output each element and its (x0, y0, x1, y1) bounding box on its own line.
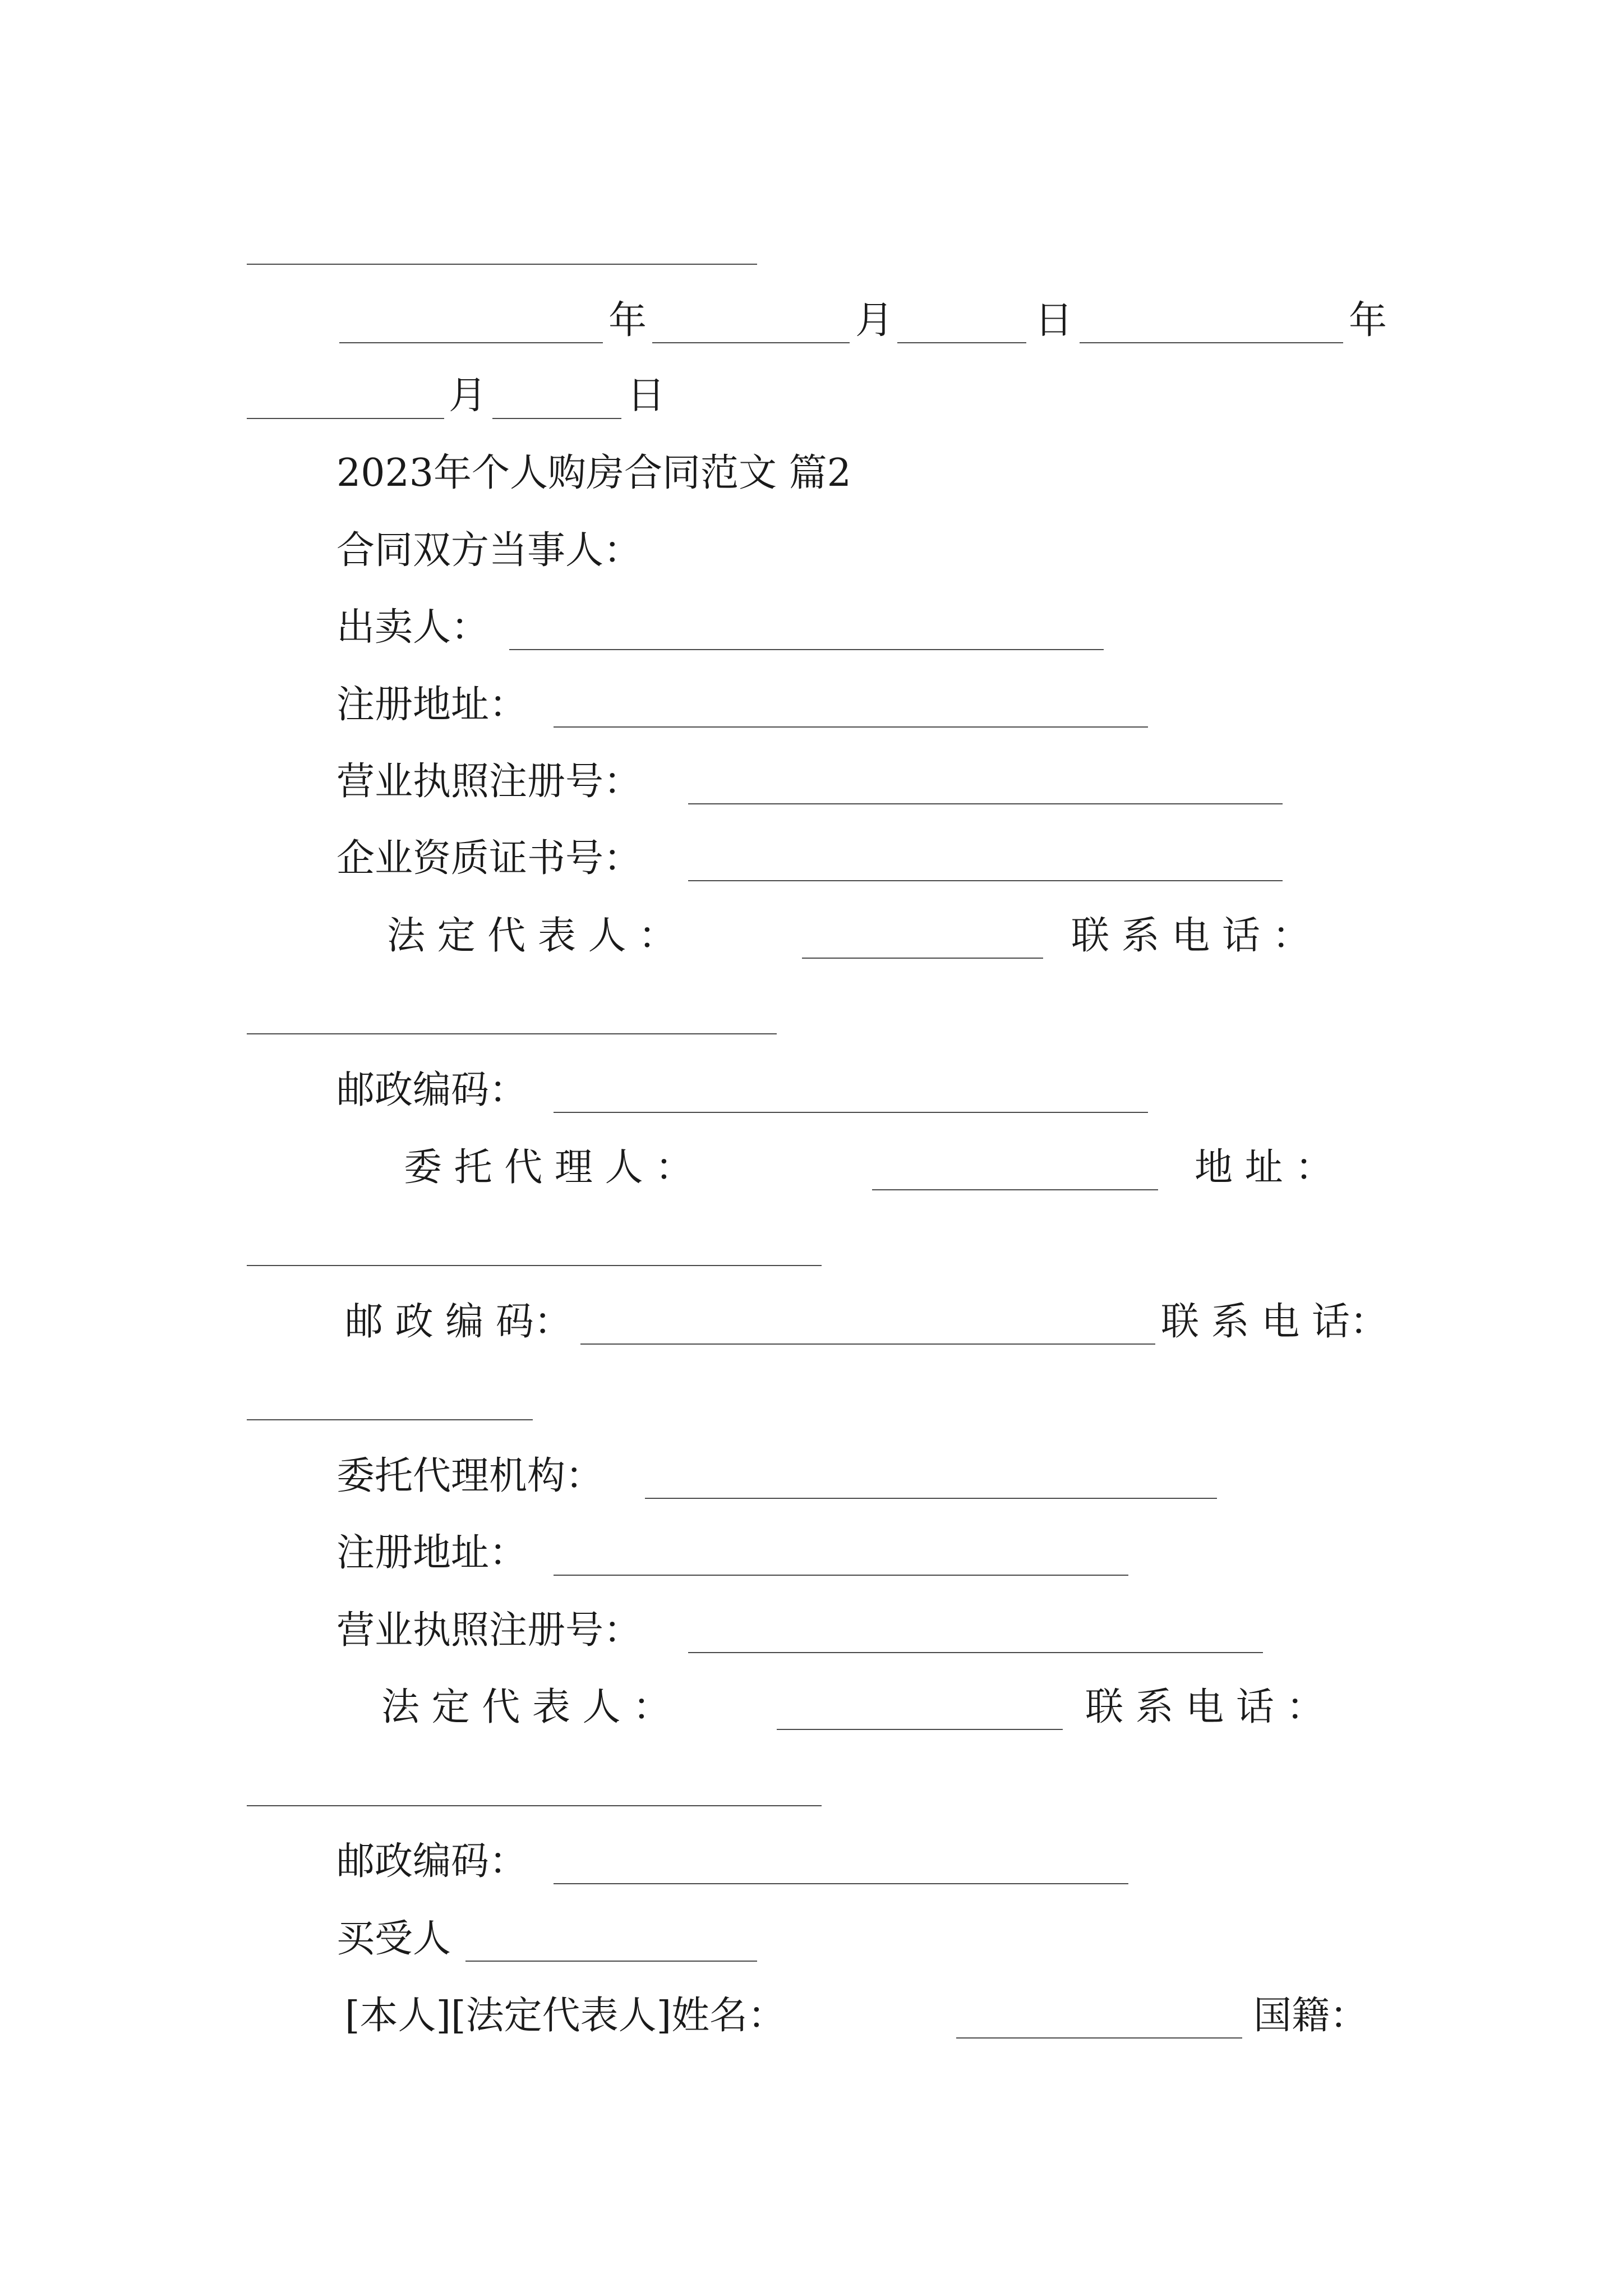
blank-line (1080, 342, 1343, 343)
buyer-nationality-label: 国籍： (1253, 1994, 1368, 2038)
seller-qualification-cert-label: 企业资质证书号： (336, 836, 642, 881)
date-day-label: 日 (1035, 298, 1073, 343)
agent-address-label: 地 址 ： (1195, 1145, 1334, 1190)
seller-registered-address-blank (554, 726, 1148, 728)
agency-business-license-label: 营业执照注册号： (336, 1608, 642, 1653)
agency-legal-rep-label: 法 定 代 表 人 ： (381, 1685, 671, 1729)
blank-line (247, 264, 757, 265)
agent-postal-code-blank (580, 1343, 1155, 1345)
seller-postal-code-blank (554, 1112, 1148, 1113)
seller-legal-rep-blank (802, 958, 1043, 959)
seller-business-license-label: 营业执照注册号： (336, 760, 642, 804)
seller-phone-blank (247, 1033, 777, 1034)
date-year-label: 年 (608, 298, 647, 343)
date-year-label: 年 (1349, 298, 1387, 343)
buyer-blank (465, 1961, 757, 1962)
agency-phone-blank (247, 1805, 822, 1806)
seller-name-blank (509, 649, 1104, 650)
seller-legal-rep-label: 法 定 代 表 人 ： (387, 914, 677, 958)
seller-phone-label: 联 系 电 话 ： (1071, 914, 1311, 958)
seller-label: 出卖人： (336, 605, 490, 650)
agent-label: 委 托 代 理 人 ： (404, 1145, 694, 1190)
agency-label: 委托代理机构： (336, 1454, 604, 1498)
blank-line (339, 342, 603, 343)
agent-phone-blank (247, 1419, 533, 1420)
blank-line (652, 342, 850, 343)
date-month-label: 月 (449, 374, 487, 418)
blank-line (897, 342, 1026, 343)
agent-postal-code-label: 邮 政 编 码： (345, 1300, 572, 1344)
seller-qualification-cert-blank (688, 880, 1283, 881)
buyer-label: 买受人 (336, 1917, 451, 1961)
agent-address-blank (247, 1265, 822, 1266)
blank-line (247, 418, 444, 419)
date-month-label: 月 (855, 298, 894, 343)
seller-business-license-blank (688, 803, 1283, 804)
buyer-name-label: [本人][法定代表人]姓名： (345, 1994, 786, 2038)
agency-phone-label: 联 系 电 话 ： (1085, 1685, 1325, 1729)
agency-business-license-blank (688, 1652, 1263, 1653)
agency-postal-code-blank (554, 1883, 1128, 1884)
date-day-label: 日 (627, 374, 666, 418)
contract-heading: 2023年个人购房合同范文 篇2 (336, 451, 851, 495)
agency-postal-code-label: 邮政编码： (336, 1839, 528, 1884)
seller-registered-address-label: 注册地址： (336, 683, 528, 727)
blank-line (492, 418, 621, 419)
agency-registered-address-label: 注册地址： (336, 1531, 528, 1575)
seller-postal-code-label: 邮政编码： (336, 1068, 528, 1112)
buyer-name-blank (956, 2037, 1242, 2039)
agency-legal-rep-blank (777, 1729, 1063, 1730)
agent-phone-label: 联 系 电 话： (1161, 1300, 1388, 1344)
agency-registered-address-blank (554, 1575, 1128, 1576)
parties-intro: 合同双方当事人： (336, 528, 642, 573)
agent-name-blank (872, 1189, 1158, 1190)
agency-name-blank (645, 1498, 1217, 1499)
